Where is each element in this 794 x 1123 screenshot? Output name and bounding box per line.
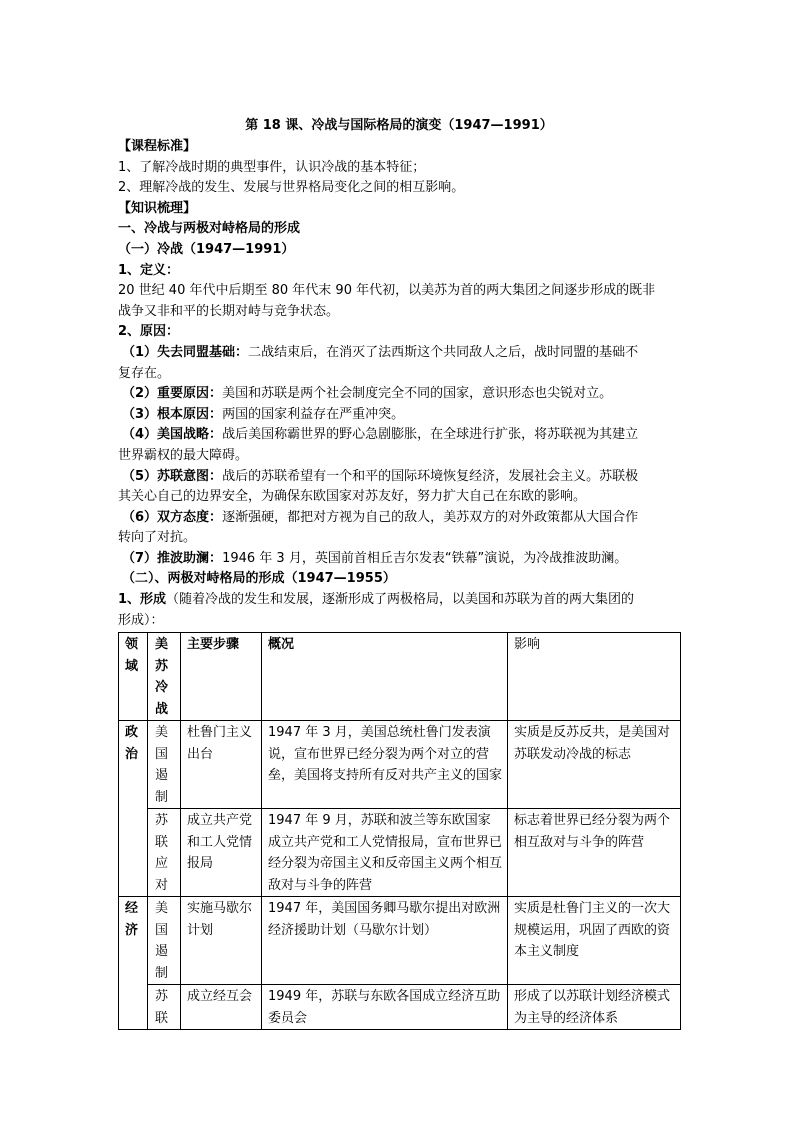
cell-domain: 经济 [119,897,148,1030]
cell-impact: 实质是杜鲁门主义的一次大规模运用，巩固了西欧的资本主义制度 [508,897,681,985]
header-step: 主要步骤 [181,633,262,721]
cause-sep: ： [209,427,223,443]
cause-sep: ： [209,468,223,484]
cause-list [118,343,680,570]
cause-continuation: 转向了对抗。 [118,530,197,546]
cell-step: 实施马歇尔计划 [181,897,262,985]
cell-side: 美国遏制 [148,897,181,985]
cause-label: （2）重要原因 [122,386,210,402]
knowledge-header: 【知识梳理】 [118,200,197,216]
cause-continuation: 世界霸权的最大障碍。 [118,447,249,463]
cause-label: （6）双方态度 [122,509,210,525]
cause-text: 逐渐强硬，都把对方视为自己的敌人，美苏双方的对外政策都从大国合作 [222,509,639,525]
cell-side: 苏联 [148,985,181,1030]
document-page [118,116,680,1030]
cell-step: 杜鲁门主义出台 [181,721,262,809]
cell-step: 成立共产党和工人党情报局 [181,809,262,897]
cell-side: 苏联应对 [148,809,181,897]
cause-sep: ： [235,344,249,360]
cause-text: 美国和苏联是两个社会制度完全不同的国家，意识形态也尖锐对立。 [222,386,613,402]
cause-text: 战后的苏联希望有一个和平的国际环境恢复经济，发展社会主义。苏联极 [222,468,639,484]
cause-label: （7）推波助澜 [122,550,210,566]
cell-step: 成立经互会 [181,985,262,1030]
table-row [119,809,681,897]
cause-sep: ： [209,550,223,566]
cause-continuation: 其关心自己的边界安全，为确保东欧国家对苏友好，努力扩大自己在东欧的影响。 [118,489,587,505]
cell-impact: 形成了以苏联计划经济模式为主导的经济体系 [508,985,681,1030]
formation-text: （随着冷战的发生和发展，逐渐形成了两极格局，以美国和苏联为首的两大集团的 [166,592,635,608]
header-overview: 概况 [262,633,508,721]
definition-heading: 1、定义： [118,262,180,278]
cause-item [118,425,680,446]
curriculum-standard-header: 【课程标准】 [118,139,197,154]
section-heading-1: 一、冷战与两极对峙格局的形成 [118,221,301,237]
cause-item [118,508,680,529]
table-row [119,721,681,809]
cause-item [118,549,680,570]
cell-overview: 1947 年 3 月，美国总统杜鲁门发表演说，宣布世界已经分裂为两个对立的营垒，美国将支持所有反对共产主义的国家 [262,721,508,809]
cause-continuation: 复存在。 [118,365,171,381]
table-header-row [119,633,681,721]
header-impact: 影响 [508,633,681,721]
table-row [119,985,681,1030]
cell-overview: 1947 年，美国国务卿马歇尔提出对欧洲经济援助计划（马歇尔计划） [262,897,508,985]
cause-item [118,384,680,405]
header-side: 美苏冷战 [148,633,181,721]
cause-sep: ： [209,386,223,402]
cause-text: 二战结束后，在消灭了法西斯这个共同敌人之后，战时同盟的基础不 [248,344,639,360]
standard-item-1: 1、了解冷战时期的典型事件，认识冷战的基本特征； [118,159,426,175]
standard-item-2: 2、理解冷战的发生、发展与世界格局变化之间的相互影响。 [118,180,465,196]
formation-heading: 1、形成 [118,592,167,608]
cell-impact: 标志着世界已经分裂为两个相互敌对与斗争的阵营 [508,809,681,897]
cause-label: （4）美国战略 [122,427,210,443]
cause-item [118,405,680,426]
cause-label: （1）失去同盟基础 [122,344,236,360]
formation-line-2: 形成）： [118,612,164,628]
bipolar-formation-table [118,632,681,1030]
cell-overview: 1949 年，苏联与东欧各国成立经济互助委员会 [262,985,508,1030]
cause-text: 战后美国称霸世界的野心急剧膨胀，在全球进行扩张，将苏联视为其建立 [222,427,639,443]
cell-overview: 1947 年 9 月，苏联和波兰等东欧国家成立共产党和工人党情报局，宣布世界已经分裂为帝国主义和反帝国主义两个相互敌对与斗争的阵营 [262,809,508,897]
header-domain: 领域 [119,633,148,721]
cause-sep: ： [209,509,223,525]
cause-label: （5）苏联意图 [122,468,210,484]
lesson-title: 第 18 课、冷战与国际格局的演变（1947—1991） [245,118,553,133]
subsection-bipolar: （二）、两极对峙格局的形成（1947—1955） [122,571,396,587]
definition-text-1: 20 世纪 40 年代中后期至 80 年代末 90 年代初，以美苏为首的两大集团之间逐步形成的既非 [118,283,656,299]
subsection-cold-war: （一）冷战（1947—1991） [118,241,295,257]
definition-text-2: 战争又非和平的长期对峙与竞争状态。 [118,303,340,319]
cause-item [118,343,680,364]
cell-side: 美国遏制 [148,721,181,809]
cause-heading: 2、原因： [118,324,180,340]
table-row [119,897,681,985]
cell-domain: 政治 [119,721,148,897]
formation-line-1 [118,590,680,611]
cause-text: 1946 年 3 月，英国前首相丘吉尔发表“铁幕”演说，为冷战推波助澜。 [222,550,628,566]
cause-item [118,467,680,488]
cell-impact: 实质是反苏反共，是美国对苏联发动冷战的标志 [508,721,681,809]
cause-sep: ： [209,406,223,422]
cause-text: 两国的国家利益存在严重冲突。 [222,406,405,422]
cause-label: （3）根本原因 [122,406,210,422]
